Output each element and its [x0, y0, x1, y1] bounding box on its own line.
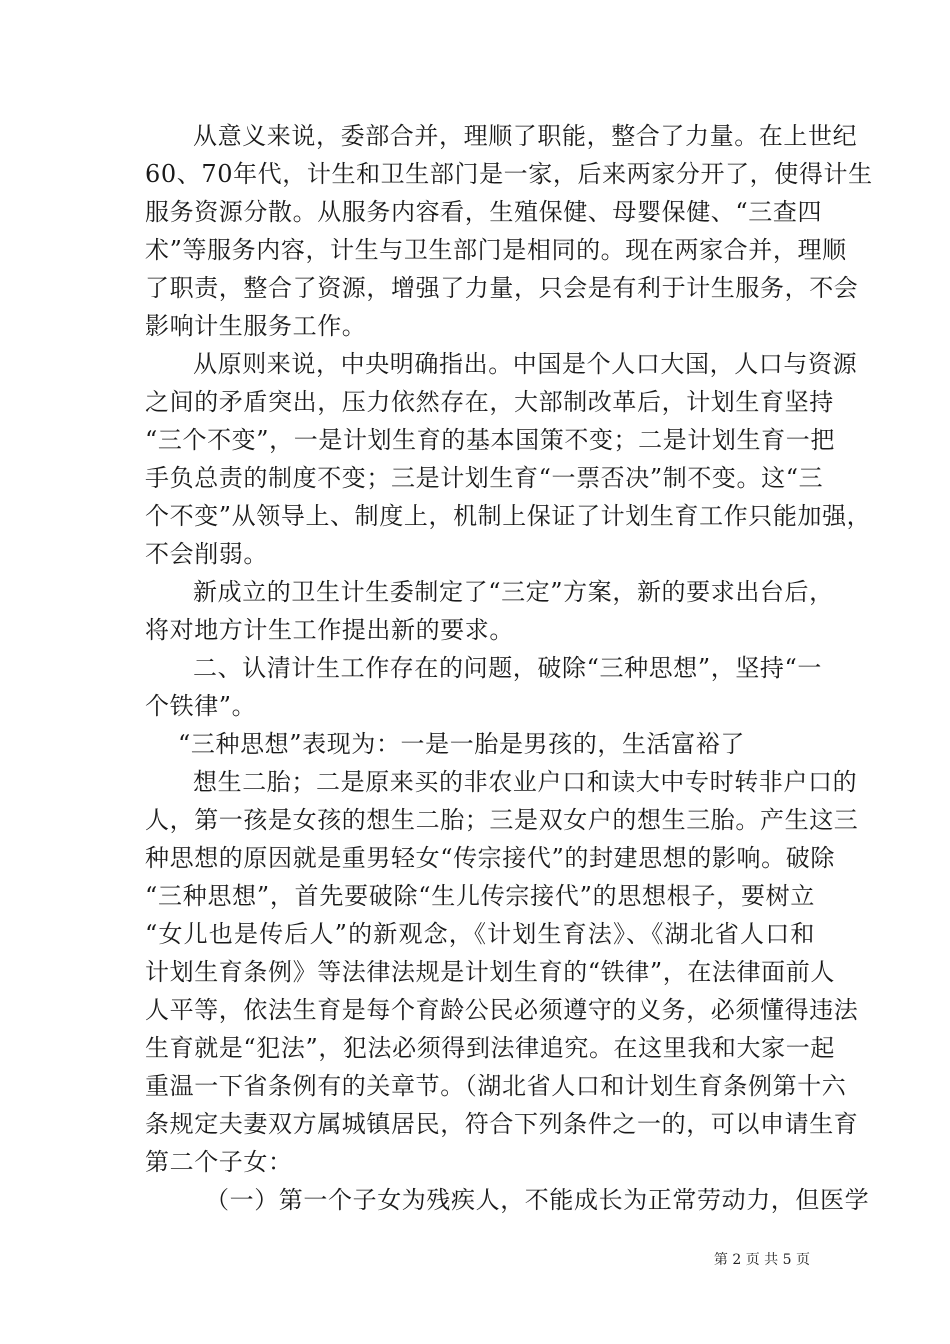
text-line: 之间的矛盾突出，压力依然存在，大部制改革后，计划生育坚持 — [145, 388, 834, 416]
text-line: 影响计生服务工作。 — [145, 312, 367, 340]
text-line: 从意义来说，委部合并，理顺了职能，整合了力量。在上世纪 — [193, 122, 858, 150]
section-heading: 二、认清计生工作存在的问题，破除“三种思想”，坚持“一 — [193, 654, 823, 682]
text-line: “三种思想”表现为：一是一胎是男孩的，生活富裕了 — [178, 730, 745, 758]
text-line: 第二个子女： — [145, 1148, 293, 1176]
text-line: 从原则来说，中央明确指出。中国是个人口大国，人口与资源 — [193, 350, 858, 378]
text-line: 计划生育条例》等法律法规是计划生育的“铁律”，在法律面前人 — [145, 958, 835, 986]
text-line: 种思想的原因就是重男轻女“传宗接代”的封建思想的影响。破除 — [145, 844, 835, 872]
text-line: 人，第一孩是女孩的想生二胎；三是双女户的想生三胎。产生这三 — [145, 806, 859, 834]
page-number: 第 2 页 共 5 页 — [713, 1252, 810, 1268]
text-line: 条规定夫妻双方属城镇居民，符合下列条件之一的，可以申请生育 — [145, 1110, 859, 1138]
text-line: “女儿也是传后人”的新观念，《计划生育法》、《湖北省人口和 — [145, 920, 815, 948]
text-line: 人平等，依法生育是每个育龄公民必须遵守的义务，必须懂得违法 — [145, 996, 859, 1024]
text-line: 手负总责的制度不变；三是计划生育“一票否决”制不变。这“三 — [145, 464, 824, 492]
text-line: 想生二胎；二是原来买的非农业户口和读大中专时转非户口的 — [193, 768, 858, 796]
text-line: 不会削弱。 — [145, 540, 268, 568]
text-line: 个不变”从领导上、制度上，机制上保证了计划生育工作只能加强， — [145, 502, 872, 530]
text-line: 术”等服务内容，计生与卫生部门是相同的。现在两家合并，理顺 — [145, 236, 847, 264]
text-line: 60、70年代，计生和卫生部门是一家，后来两家分开了，使得计生 — [145, 160, 873, 188]
text-line: 重温一下省条例有的关章节。（湖北省人口和计划生育条例第十六 — [145, 1072, 847, 1100]
text-line: 生育就是“犯法”，犯法必须得到法律追究。在这里我和大家一起 — [145, 1034, 835, 1062]
text-line: 将对地方计生工作提出新的要求。 — [145, 616, 514, 644]
text-line: “三个不变”，一是计划生育的基本国策不变；二是计划生育一把 — [145, 426, 835, 454]
text-line: 了职责，整合了资源，增强了力量，只会是有利于计生服务，不会 — [145, 274, 859, 302]
section-heading-continued: 个铁律”。 — [145, 692, 257, 720]
text-line: “三种思想”，首先要破除“生儿传宗接代”的思想根子，要树立 — [145, 882, 815, 910]
list-item: （一）第一个子女为残疾人，不能成长为正常劳动力，但医学 — [205, 1186, 870, 1214]
text-line: 新成立的卫生计生委制定了“三定”方案，新的要求出台后， — [193, 578, 834, 606]
text-line: 服务资源分散。从服务内容看，生殖保健、母婴保健、“三查四 — [145, 198, 823, 226]
